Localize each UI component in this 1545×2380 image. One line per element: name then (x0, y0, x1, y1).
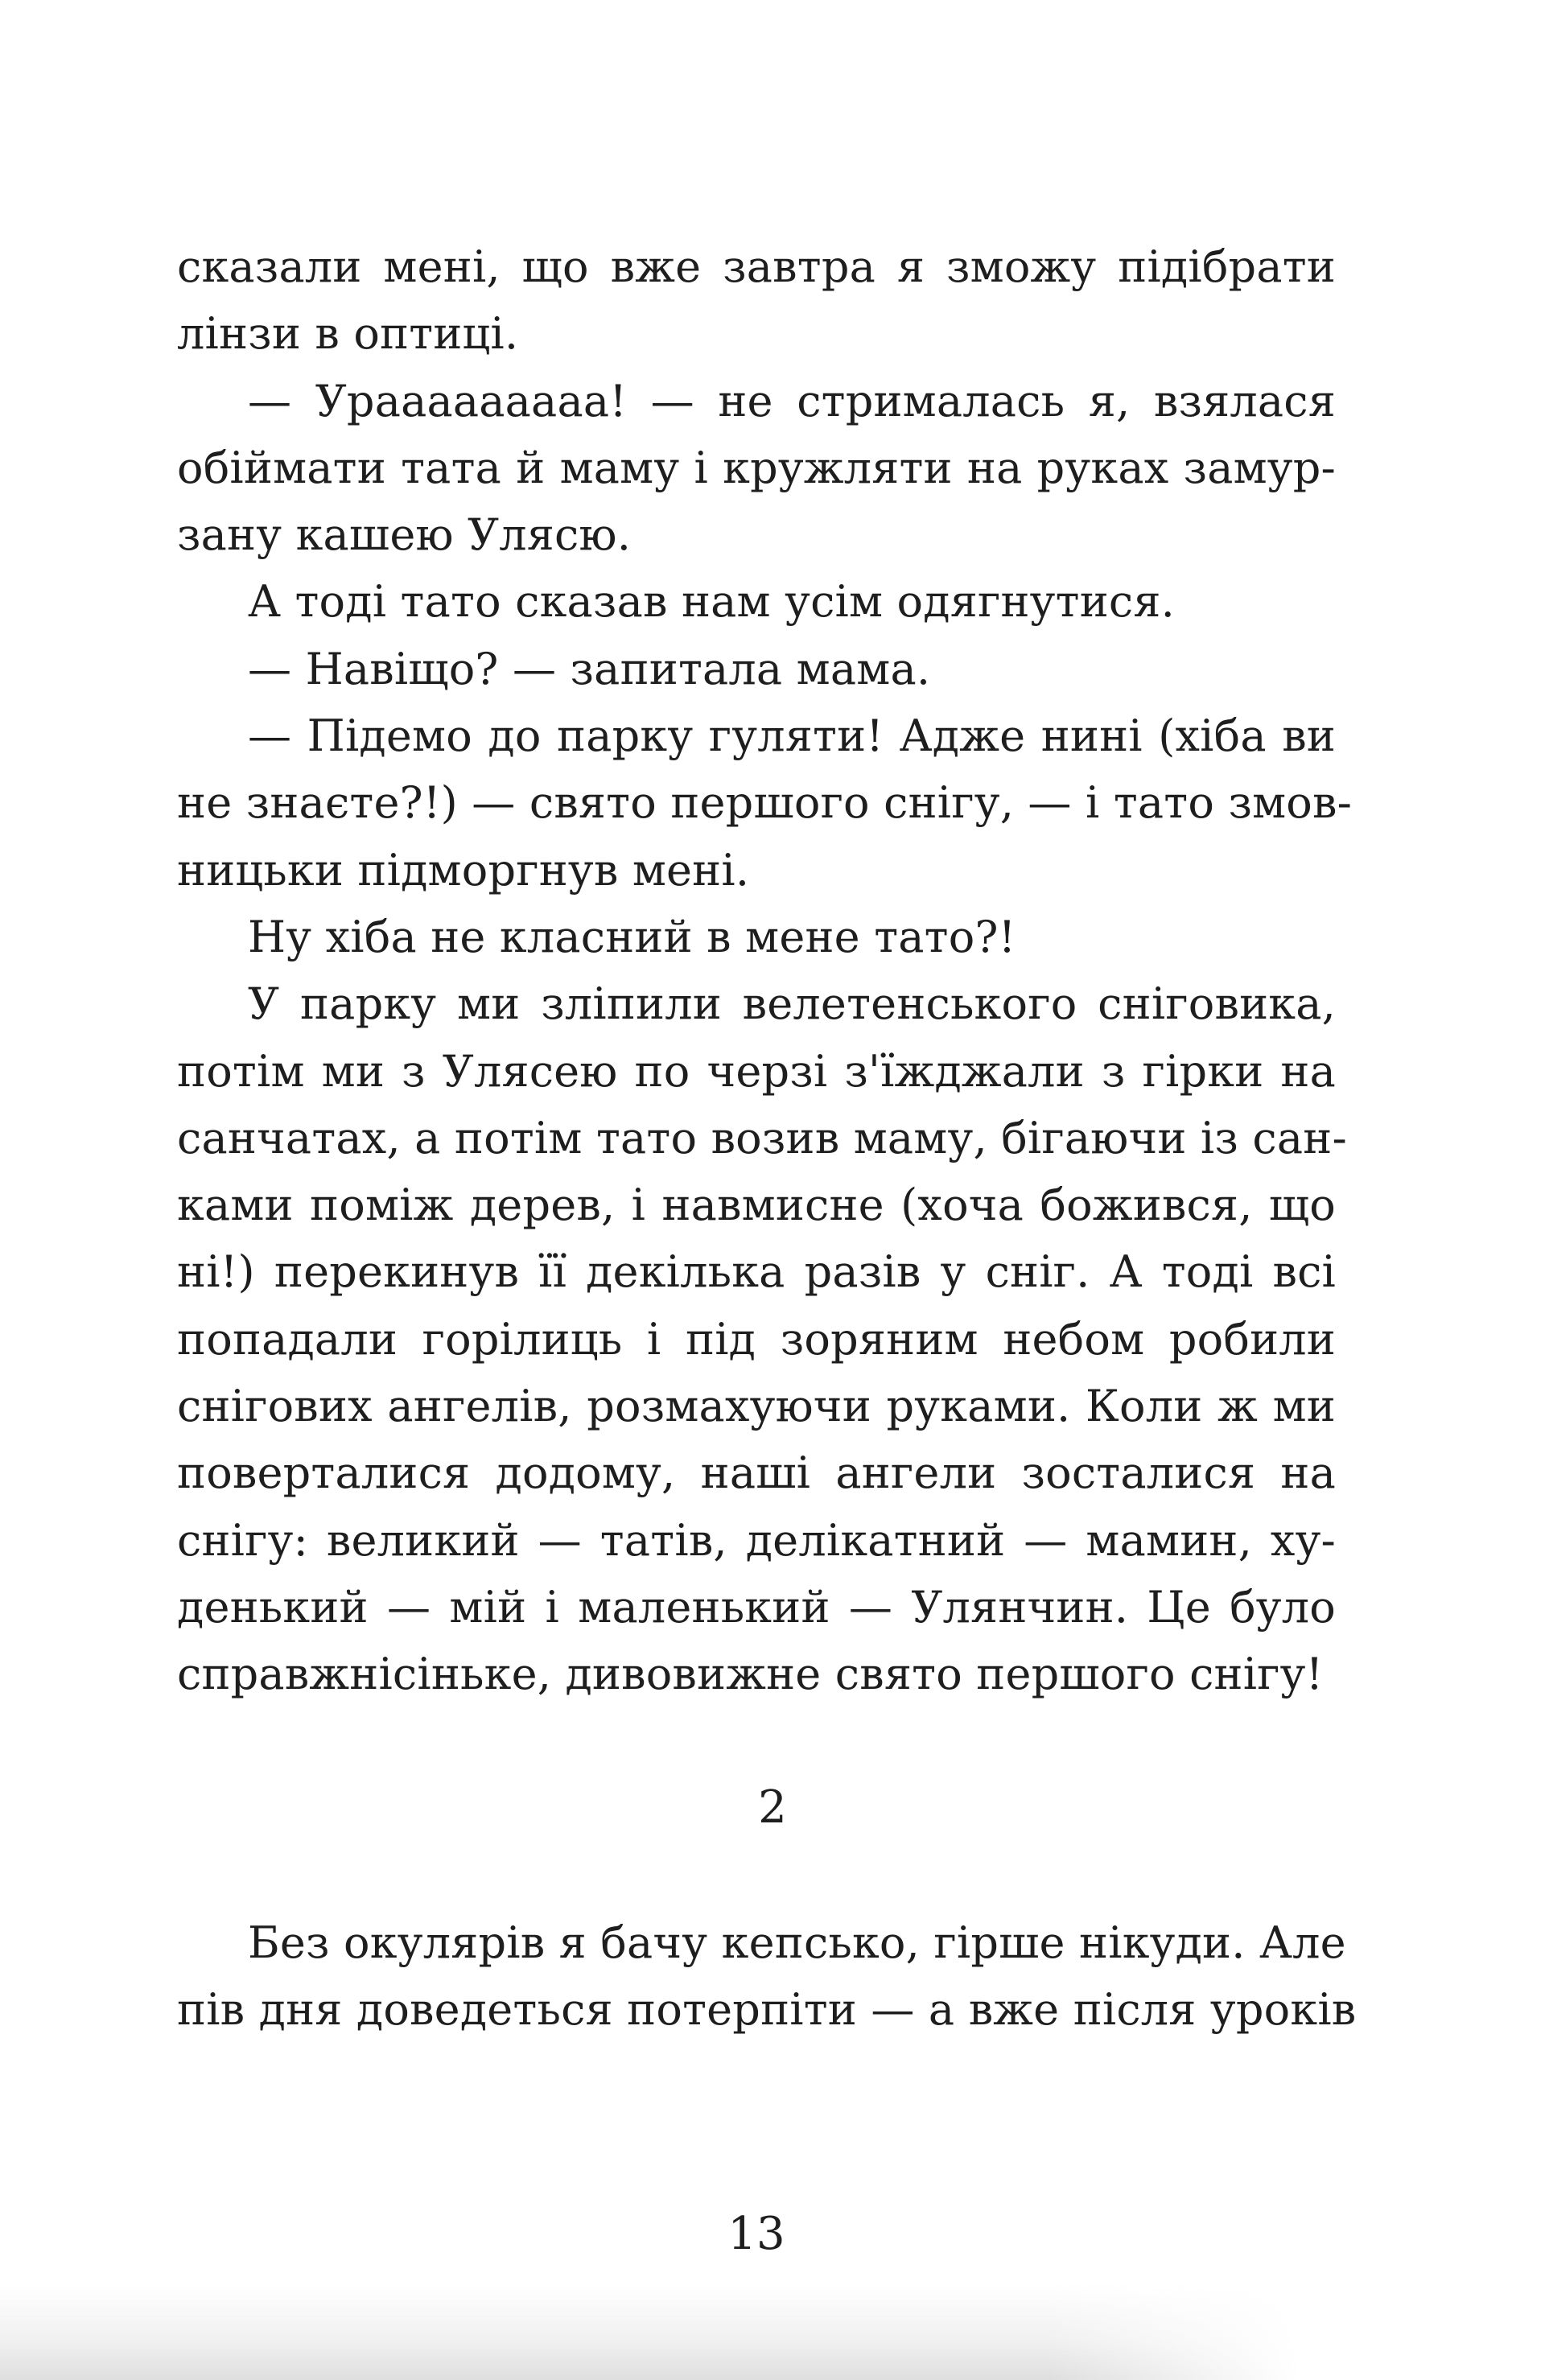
text-line: Ну хіба не класний в мене тато?! (248, 911, 1016, 962)
text-line: снігу: великий — татів, делікатний — мамин, ху- (177, 1514, 1336, 1566)
text-line: — Навіщо? — запитала мама. (248, 643, 931, 694)
text-line: зану кашею Улясю. (177, 509, 632, 561)
text-line: пів дня доведеться потерпіти — а вже після уроків (177, 1984, 1357, 2036)
text-line: поверталися додому, наші ангели зосталися на (177, 1447, 1336, 1499)
text-line: не знаєте?!) — свято першого снігу, — і тато змов- (177, 777, 1353, 829)
text-line: снігових ангелів, розмахуючи руками. Коли ж ми (177, 1381, 1336, 1432)
text-line: справжнісіньке, дивовижне свято першого снігу! (177, 1649, 1324, 1700)
text-line: У парку ми зліпили велетенського сніговика, (248, 978, 1336, 1030)
text-line: — Урааааааааа! — не стрималась я, взялася (248, 375, 1336, 426)
text-line: потім ми з Улясею по черзі з'їжджали з гірки на (177, 1045, 1336, 1097)
text-line: ні!) перекинув її декілька разів у сніг. А тоді всі (177, 1246, 1336, 1298)
text-line: санчатах, а потім тато возив маму, бігаючи із сан- (177, 1112, 1347, 1163)
page-number: 13 (727, 2208, 785, 2260)
text-line: ницьки підморгнув мені. (177, 844, 750, 896)
text-line: денький — мій і маленький — Улянчин. Це було (177, 1581, 1336, 1633)
text-line: А тоді тато сказав нам усім одягнутися. (248, 576, 1175, 628)
text-line: — Підемо до парку гуляти! Адже нині (хіба ви (248, 710, 1336, 762)
text-line: сказали мені, що вже завтра я зможу підібрати (177, 241, 1336, 292)
chapter-number: 2 (758, 1781, 787, 1834)
body-text-section-2 (177, 1909, 1357, 2044)
text-line: обіймати тата й маму і кружляти на руках замур- (177, 442, 1336, 493)
page-bottom-shadow (0, 2285, 1545, 2380)
text-line: ками поміж дерев, і навмисне (хоча божився, що (177, 1180, 1336, 1231)
text-line: Без окулярів я бачу кепсько, гірше нікуди. Але (248, 1917, 1346, 1968)
text-line: лінзи в оптиці. (177, 308, 519, 360)
text-line: попадали горілиць і під зоряним небом робили (177, 1313, 1336, 1365)
body-text-section-1 (177, 233, 1353, 1708)
